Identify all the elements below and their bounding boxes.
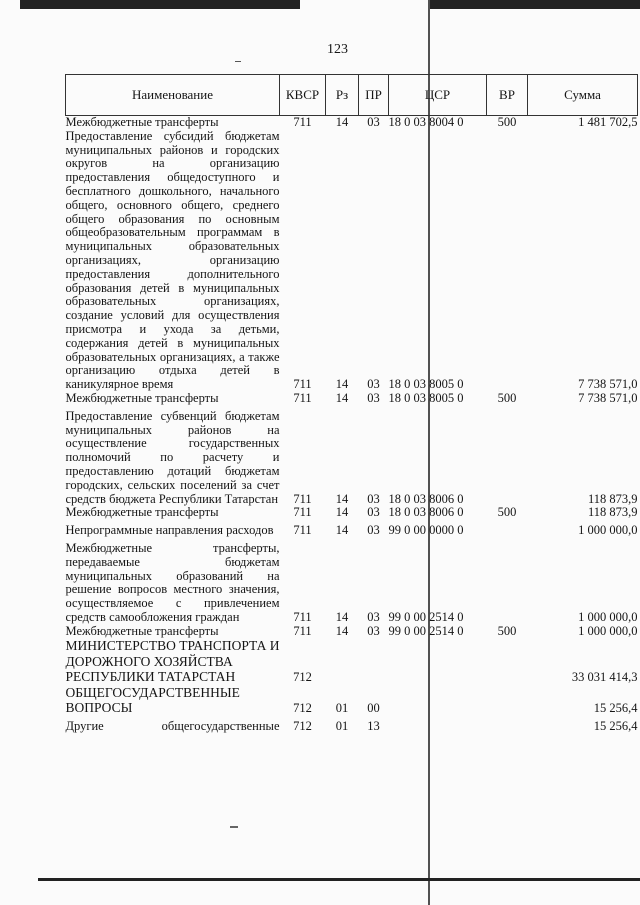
row-pr: 03 — [367, 491, 380, 506]
row-kvsr: 712 — [293, 718, 312, 733]
row-sum: 7 738 571,0 — [578, 390, 638, 405]
row-vr — [487, 685, 528, 716]
row-name: Межбюджетные трансферты — [65, 505, 219, 520]
row-name: ОБЩЕГОСУДАРСТВЕННЫЕ ВОПРОСЫ — [65, 684, 240, 716]
row-vr — [487, 410, 528, 507]
table-row — [66, 524, 638, 538]
row-vr: 500 — [497, 390, 517, 405]
row-csr: 18 0 03 8006 0 — [388, 505, 464, 520]
table-row — [66, 720, 638, 734]
header-kvsr: КВСР — [280, 75, 326, 116]
scan-mark — [230, 826, 238, 828]
table-row — [66, 410, 638, 507]
row-csr: 18 0 03 8004 0 — [388, 115, 464, 129]
row-csr — [389, 638, 487, 685]
row-vr — [487, 524, 528, 538]
row-vr: 500 — [497, 115, 517, 129]
row-vr — [487, 638, 528, 685]
row-kvsr: 711 — [293, 115, 312, 129]
row-pr: 03 — [367, 377, 380, 392]
table-row — [66, 506, 638, 520]
row-kvsr: 711 — [293, 623, 312, 638]
row-sum: 7 738 571,0 — [578, 377, 638, 392]
row-sum: 1 481 702,5 — [578, 115, 638, 129]
row-pr: 13 — [367, 718, 380, 733]
row-rz — [326, 638, 359, 685]
row-pr: 03 — [367, 390, 380, 405]
row-rz: 14 — [335, 623, 349, 638]
budget-table — [65, 74, 638, 734]
scan-top-gap — [300, 0, 430, 9]
row-kvsr: 711 — [293, 505, 312, 520]
row-pr — [359, 638, 389, 685]
row-kvsr: 712 — [293, 701, 312, 716]
row-sum: 15 256,4 — [593, 701, 638, 716]
row-vr: 500 — [497, 505, 517, 520]
row-kvsr: 712 — [293, 670, 312, 685]
row-csr — [389, 685, 487, 716]
row-kvsr: 711 — [293, 377, 312, 392]
table-row — [66, 116, 638, 130]
row-rz: 14 — [335, 523, 349, 538]
row-name: Предоставление субсидий бюджетам муниципальных районов и городских округов на организацию предоставления общедоступного и бесплатного дошкольного, начального общего, основного общего, среднего общего образования по основным общеобразовательным программам в муниципальных образовательных организациях, организацию предоставления дополнительного образования детей в муниципальных образовательных организациях, создание условий для осуществления присмотра и ухода за детьми, содержания детей в муниципальных образовательных организациях, а также организацию отдыха детей в каникулярное время — [65, 128, 280, 392]
row-sum: 33 031 414,3 — [571, 670, 638, 685]
row-vr — [487, 130, 528, 392]
row-sum: 118 873,9 — [587, 505, 638, 520]
row-rz: 14 — [335, 491, 349, 506]
row-sum: 1 000 000,0 — [578, 523, 638, 538]
row-kvsr: 711 — [293, 523, 312, 538]
row-kvsr: 711 — [293, 491, 312, 506]
row-pr: 03 — [367, 623, 380, 638]
row-name: Межбюджетные трансферты — [65, 390, 219, 405]
row-kvsr: 711 — [293, 390, 312, 405]
row-vr: 500 — [497, 623, 517, 638]
header-csr: ЦСР — [389, 75, 487, 116]
row-sum: 1 000 000,0 — [578, 623, 638, 638]
row-sum: 1 000 000,0 — [578, 609, 638, 624]
row-pr: 03 — [367, 115, 380, 129]
row-vr — [487, 720, 528, 734]
header-sum: Сумма — [528, 75, 638, 116]
row-rz: 14 — [335, 115, 349, 129]
table-row — [66, 130, 638, 392]
row-rz: 14 — [335, 390, 349, 405]
row-csr: 18 0 03 8005 0 — [388, 390, 464, 405]
row-csr: 99 0 00 2514 0 — [388, 609, 464, 624]
header-name: Наименование — [66, 75, 280, 116]
row-pr: 03 — [367, 609, 380, 624]
row-csr: 99 0 00 2514 0 — [388, 623, 464, 638]
row-pr: 03 — [367, 505, 380, 520]
table-row — [66, 685, 638, 716]
row-csr: 18 0 03 8006 0 — [388, 491, 464, 506]
row-rz: 01 — [335, 718, 349, 733]
row-name: Непрограммные направления расходов — [65, 523, 274, 538]
table-row — [66, 638, 638, 685]
table-header-row — [66, 75, 638, 116]
header-rz: Рз — [326, 75, 359, 116]
scan-mark — [235, 61, 241, 62]
table-row — [66, 625, 638, 639]
table-row — [66, 392, 638, 406]
scan-bottom-border — [38, 878, 640, 881]
row-csr: 99 0 00 0000 0 — [388, 523, 464, 538]
row-rz: 14 — [335, 609, 349, 624]
row-rz: 14 — [335, 505, 349, 520]
table-row — [66, 542, 638, 625]
row-sum: 118 873,9 — [587, 491, 638, 506]
row-pr: 00 — [367, 701, 380, 716]
row-name: Межбюджетные трансферты, передаваемые бюджетам муниципальных образований на решение вопросов местного значения, осуществляемое с привлечением средств самообложения граждан — [65, 540, 280, 624]
header-pr: ПР — [359, 75, 389, 116]
header-vr: ВР — [487, 75, 528, 116]
row-csr: 18 0 03 8005 0 — [388, 377, 464, 392]
row-kvsr: 711 — [293, 609, 312, 624]
row-name: Межбюджетные трансферты — [65, 623, 219, 638]
row-name: Предоставление субвенций бюджетам муниципальных районов на осуществление государственных полномочий по расчету и предоставлению дотаций бюджетам городских, сельских поселений за счет средств бюджета Республики Татарстан — [65, 408, 280, 506]
row-name: Межбюджетные трансферты — [65, 115, 219, 129]
row-name: Другие общегосударственные — [65, 718, 280, 733]
row-sum: 15 256,4 — [593, 718, 638, 733]
row-pr: 03 — [367, 523, 380, 538]
row-name: МИНИСТЕРСТВО ТРАНСПОРТА И ДОРОЖНОГО ХОЗЯЙСТВА РЕСПУБЛИКИ ТАТАРСТАН — [65, 638, 280, 685]
row-vr — [487, 542, 528, 625]
row-csr — [389, 720, 487, 734]
page-number: 123 — [327, 42, 348, 57]
row-rz: 14 — [335, 377, 349, 392]
row-rz: 01 — [335, 701, 349, 716]
